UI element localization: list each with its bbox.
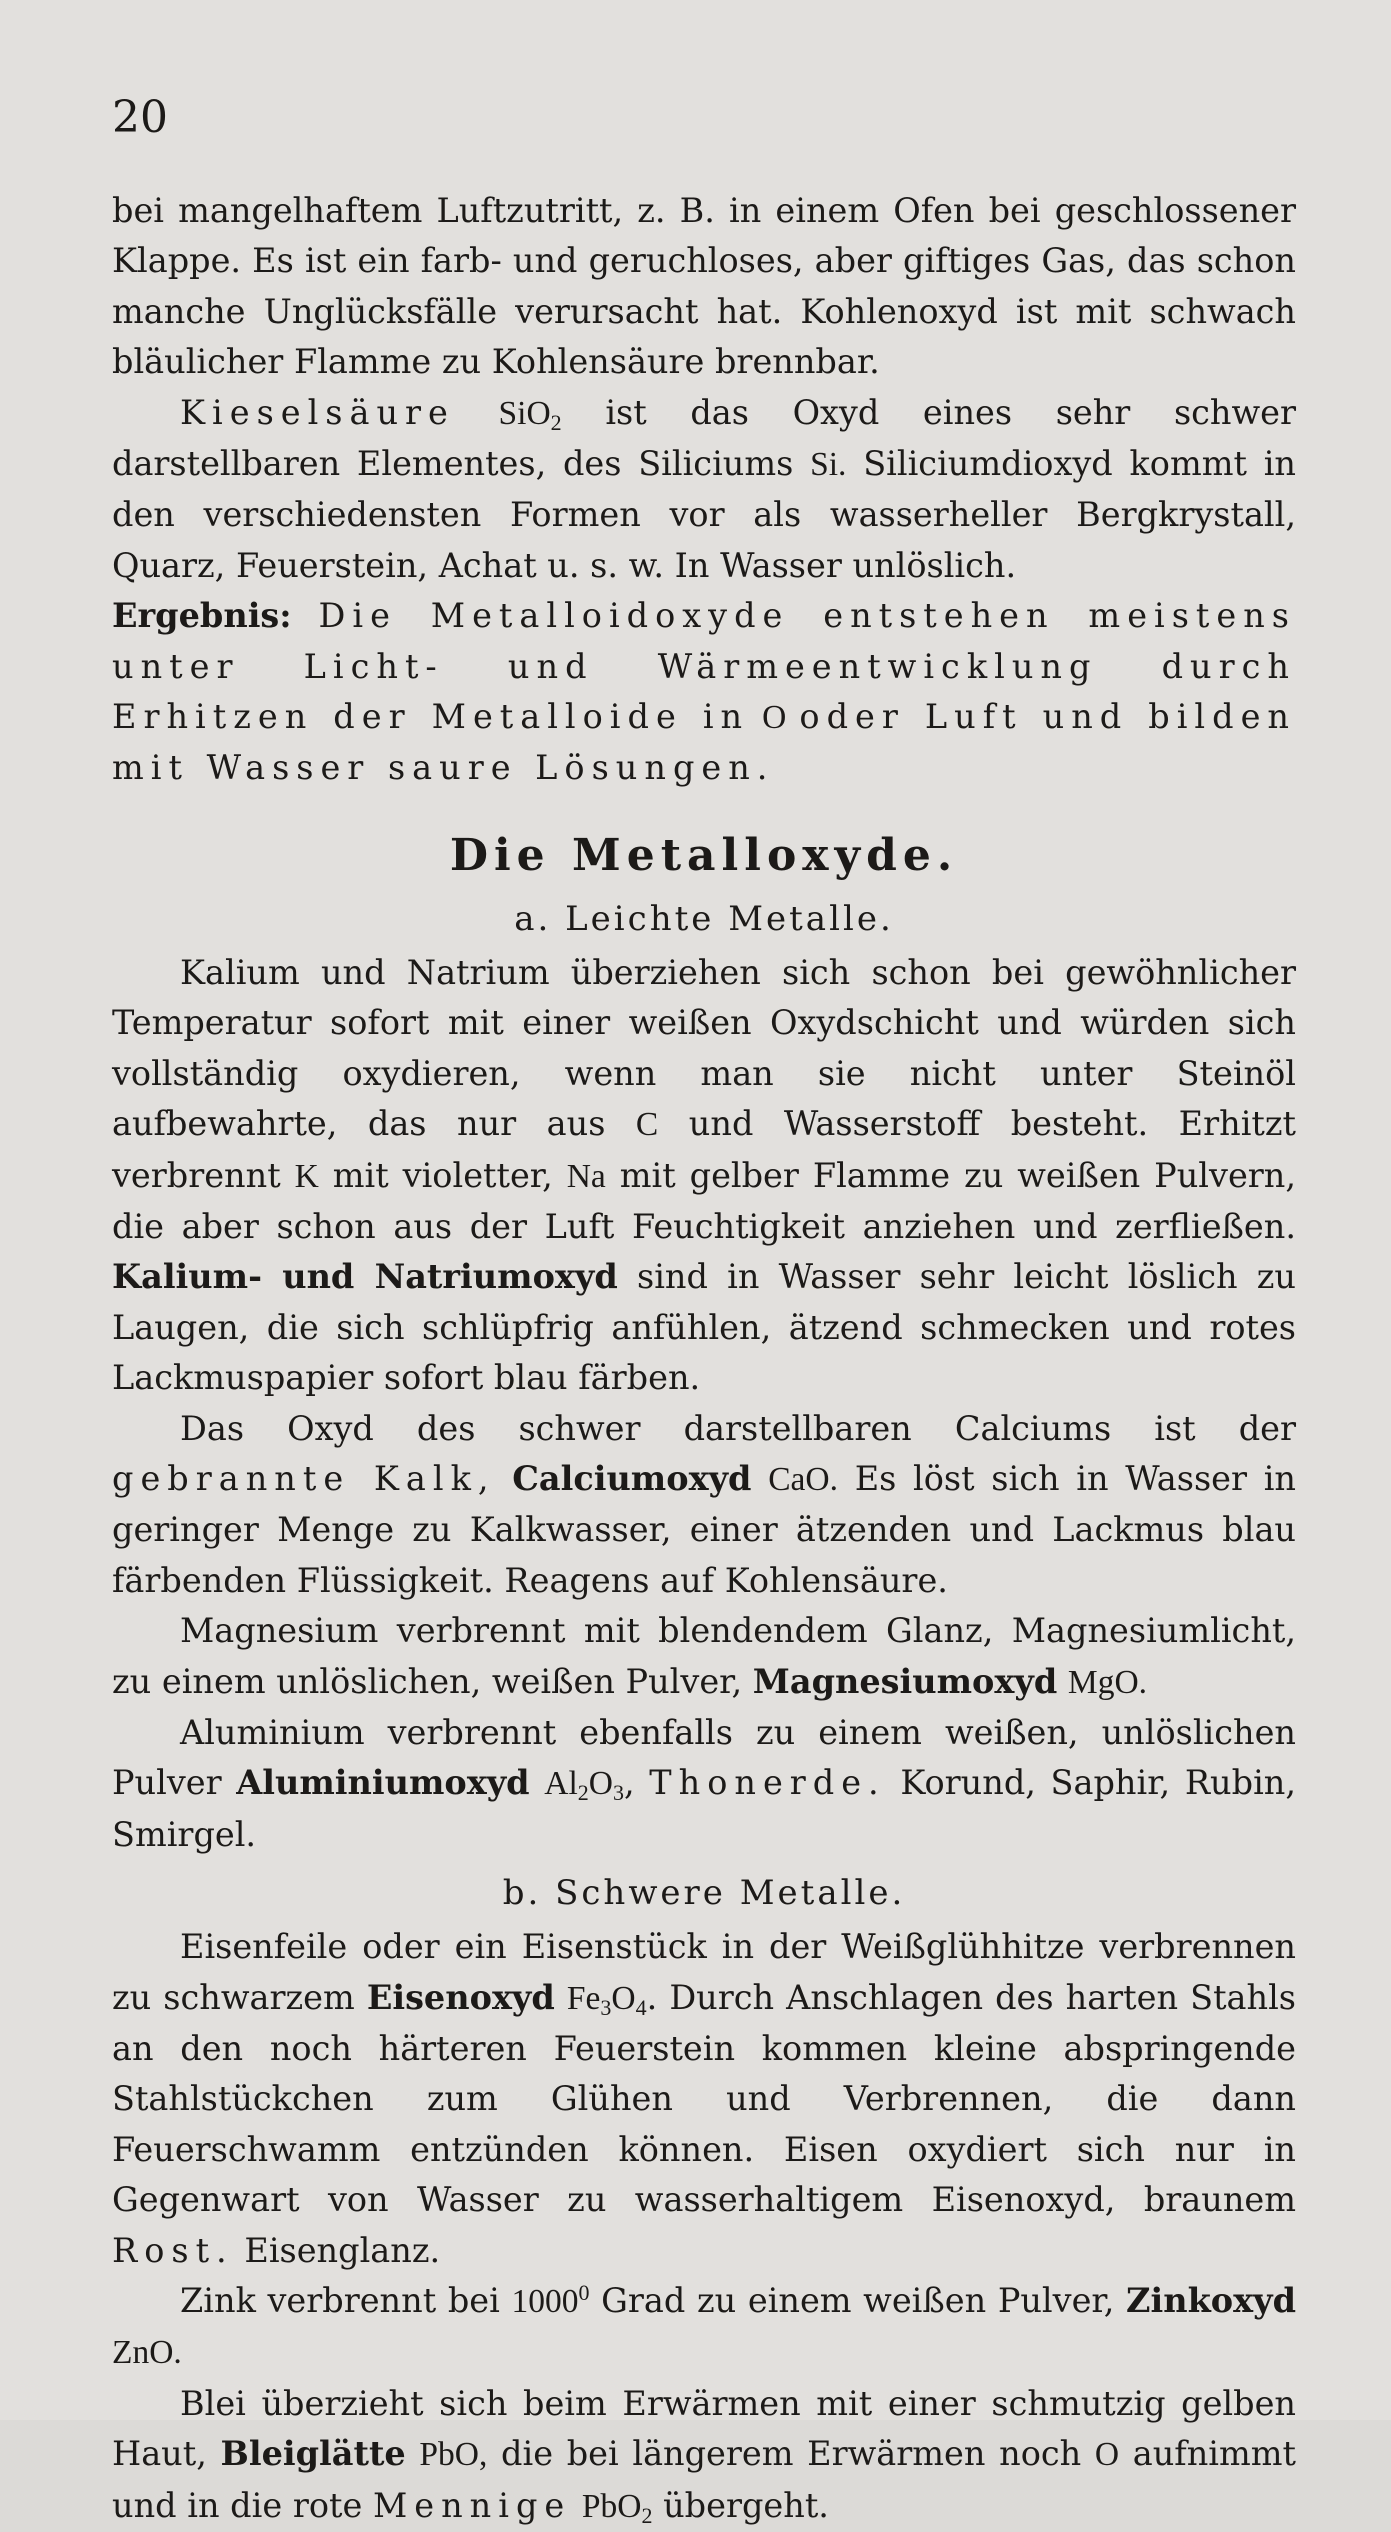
formula-part: Fe — [566, 1979, 601, 2017]
subheading-light-metals: a. Leichte Metalle. — [514, 898, 894, 939]
formula-part: SiO — [498, 394, 551, 432]
formula-subscript: 2 — [641, 2502, 653, 2528]
page-body — [112, 186, 1296, 2532]
paragraph-magnesium — [112, 1606, 1296, 1708]
term-gebrannte-kalk: gebrannte Kalk, — [112, 1458, 496, 1498]
text-run: die bei längerem Erwärmen noch — [501, 2434, 1082, 2474]
paragraph-carbon-monoxide: bei mangelhaftem Luftzutritt, z. B. in einem Ofen bei geschlossener Klappe. Es ist ein farb- und geruchloses, aber giftiges Gas, das schon manche Unglücksfälle verursacht hat. Kohlenoxyd ist mit schwach bläulicher Flamme zu Kohlensäure brennbar. — [112, 191, 1296, 382]
text-run: Eisenglanz. — [244, 2230, 441, 2270]
spaced-text: Die Metalloidoxyde entstehen meistens unter Licht- und Wärmeentwicklung durch Erhitzen der Metalloide in — [112, 596, 1296, 737]
label-ergebnis: Ergebnis: — [112, 596, 292, 636]
temperature-value — [511, 2280, 590, 2321]
text-run: Magnesium verbrennt mit blendendem Glanz, Magnesiumlicht, zu einem unlöslichen, weißen Pulver, — [112, 1611, 1296, 1701]
formula-pbo: PbO, — [419, 2436, 488, 2474]
text-run: Grad zu einem weißen Pulver, — [601, 2281, 1115, 2321]
term-thonerde: Thonerde. — [649, 1763, 886, 1803]
text-run: mit violetter, — [332, 1155, 553, 1195]
paragraph-calcium — [112, 1404, 1296, 1607]
text-run: Blei überzieht sich beim Erwärmen mit einer schmutzig gelben Haut, — [112, 2383, 1296, 2474]
text-run: Kalium und Natrium überziehen sich schon bei gewöhnlicher Temperatur sofort mit einer weißen Oxydschicht und würden sich vollständig oxydieren, wenn man sie nicht unter Steinöl aufbewahrte, das nur aus — [112, 952, 1296, 1144]
formula-subscript: 3 — [612, 1780, 624, 1806]
paragraph-aluminium — [112, 1708, 1296, 1860]
temperature-number: 1000 — [511, 2283, 579, 2321]
text-run: Korund, Saphir, Rubin, Smirgel. — [112, 1763, 1297, 1854]
term-calciumoxyd: Calciumoxyd — [512, 1458, 752, 1498]
term-zinkoxyd: Zinkoxyd — [1126, 2281, 1297, 2321]
formula-subscript: 2 — [550, 409, 562, 435]
term-aluminiumoxyd: Aluminiumoxyd — [236, 1763, 530, 1803]
text-run: Siliciumdioxyd kommt in den verschiedensten Formen vor als wasserheller Bergkrystall, Quarz, Feuerstein, Achat u. s. w. In Wasser unlöslich. — [112, 444, 1297, 585]
formula-cao: CaO. — [768, 1460, 838, 1498]
symbol-c: C — [635, 1106, 659, 1144]
text-run: und Wasserstoff besteht. Erhitzt verbrennt — [112, 1104, 1296, 1195]
formula-part: O — [588, 1765, 613, 1803]
formula-zno: ZnO. — [112, 2334, 182, 2372]
text-run: übergeht. — [663, 2485, 829, 2525]
formula-mgo: MgO. — [1067, 1663, 1148, 1701]
formula-part: O — [611, 1979, 636, 2017]
page-number: 20 — [112, 92, 168, 143]
symbol-k: K — [294, 1157, 319, 1195]
formula-subscript: 2 — [577, 1780, 589, 1806]
term-kieselsaeure: Kieselsäure — [180, 392, 455, 432]
formula-subscript: 3 — [600, 1994, 612, 2020]
text-run: Durch Anschlagen des harten Stahls an den noch härteren Feuerstein kommen kleine abspringende Stahlstückchen zum Glühen und Verbrennen, die dann Feuerschwamm entzünden können. Eisen oxydiert sich nur in Gegenwart von Wasser zu wasserhaltigem Eisenoxyd, braunem — [112, 1977, 1296, 2220]
text-run: mit gelber Flamme zu weißen Pulvern, die aber schon aus der Luft Feuchtigkeit anziehen und zerfließen. — [112, 1155, 1297, 1246]
text-run: sind in Wasser sehr leicht löslich zu Laugen, die sich schlüpfrig anfühlen, ätzend schmecken und rotes Lackmuspapier sofort blau färben. — [112, 1257, 1296, 1398]
paragraph-eisen — [112, 1922, 1296, 2276]
paragraph-ergebnis — [112, 591, 1296, 794]
punctuation: . — [646, 1977, 658, 2017]
term-bleiglaette: Bleiglätte — [220, 2434, 406, 2474]
formula-subscript: 4 — [635, 1994, 647, 2020]
spaced-text: oder Luft und bilden mit Wasser saure Lösungen. — [112, 697, 1296, 788]
symbol-si: Si. — [810, 446, 847, 484]
text-run: Eisenfeile oder ein Eisenstück in der Weißglühhitze verbrennen zu schwarzem — [112, 1927, 1296, 2017]
subheading-heavy-metals: b. Schwere Metalle. — [502, 1873, 906, 1914]
formula-part: Al — [544, 1765, 578, 1803]
term-kalium-natriumoxyd: Kalium- und Natriumoxyd — [112, 1257, 618, 1297]
formula-part: PbO — [581, 2487, 642, 2525]
text-run: Das Oxyd des schwer darstellbaren Calciums ist der — [180, 1408, 1296, 1448]
formula-fe3o4 — [566, 1979, 647, 2020]
degree-mark: 0 — [578, 2280, 590, 2306]
text-run: aufnimmt und in die rote — [112, 2434, 1296, 2525]
text-run: ist das Oxyd eines sehr schwer darstellbaren Elementes, des Siliciums — [112, 392, 1296, 484]
section-heading-metalloxyde: Die Metalloxyde. — [449, 829, 959, 881]
term-mennige: Mennige — [372, 2485, 572, 2525]
term-magnesiumoxyd: Magnesiumoxyd — [752, 1661, 1058, 1701]
text-run: Aluminium verbrennt ebenfalls zu einem weißen, unlöslichen Pulver — [112, 1712, 1296, 1803]
text-run: Es löst sich in Wasser in geringer Menge zu Kalkwasser, einer ätzenden und Lackmus blau färbenden Flüssigkeit. Reagens auf Kohlensäure. — [112, 1458, 1296, 1600]
symbol-na: Na — [566, 1157, 606, 1195]
formula-pbo2 — [581, 2487, 653, 2528]
punctuation: , — [623, 1763, 635, 1803]
symbol-o: O — [762, 699, 787, 737]
symbol-o: O — [1094, 2436, 1120, 2474]
formula-sio2 — [498, 394, 562, 435]
paragraph-zink — [112, 2276, 1296, 2379]
text-run: Zink verbrennt bei — [180, 2281, 500, 2321]
paragraph-blei — [112, 2379, 1296, 2532]
paragraph-kalium-natrium — [112, 948, 1296, 1404]
term-rost: Rost. — [112, 2230, 234, 2270]
paragraph-silica — [112, 388, 1296, 592]
formula-al2o3 — [544, 1765, 624, 1806]
term-eisenoxyd: Eisenoxyd — [366, 1977, 555, 2017]
